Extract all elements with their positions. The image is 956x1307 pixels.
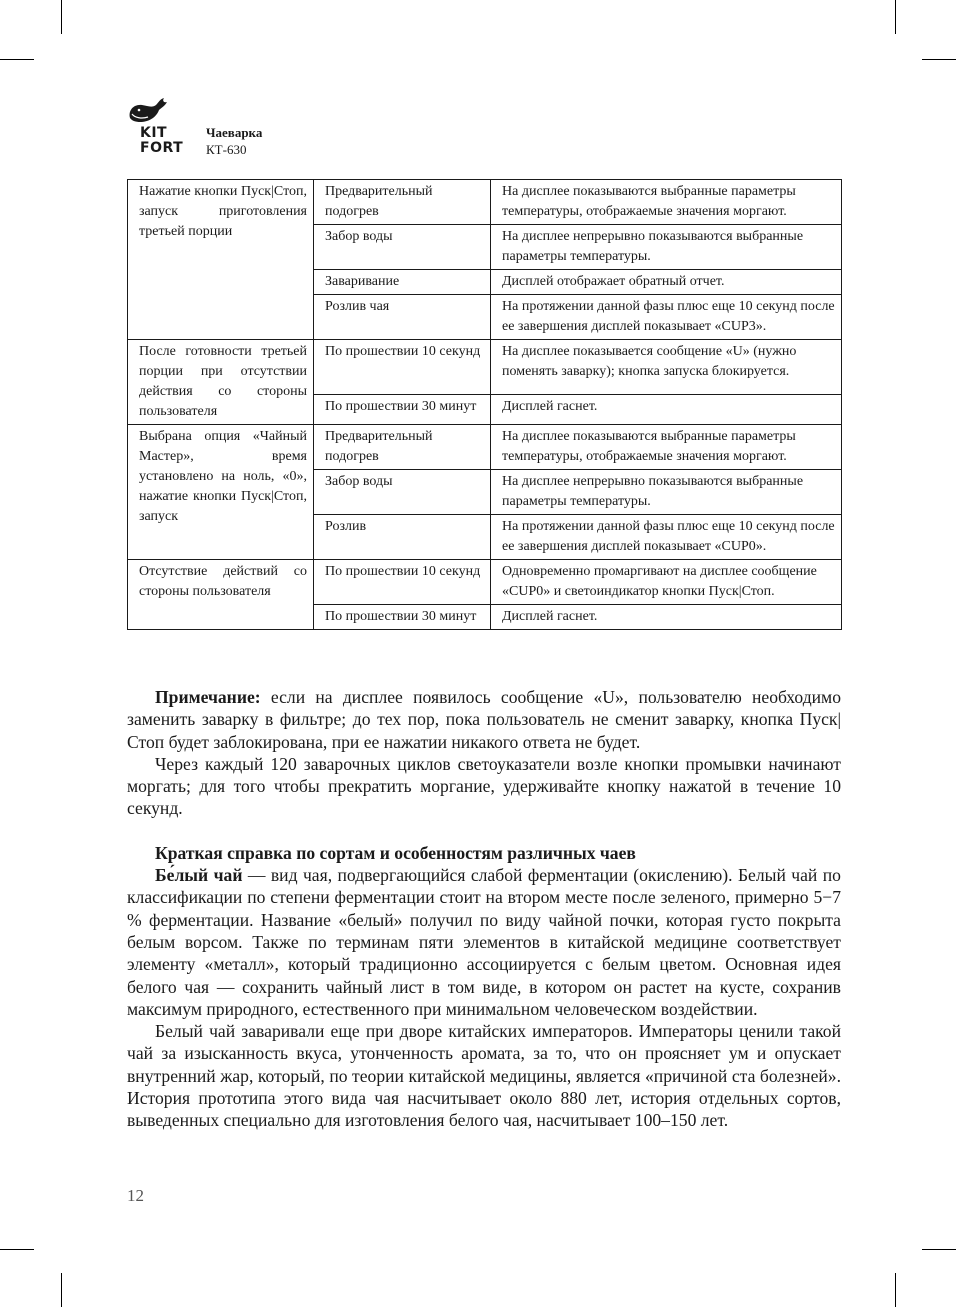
body-text (127, 686, 841, 1132)
brand-logo (126, 96, 206, 158)
phase-cell: Розлив чая (314, 295, 491, 340)
table-row (128, 560, 842, 605)
display-cell: На дисплее непрерывно показываются выбранные параметры температуры. (491, 470, 842, 515)
history-paragraph: Белый чай заваривали еще при дворе китайских императоров. Императоры ценили такой чай за изысканность вкуса, утонченность аромата, за то, что он проясняет ум и опускает внутренний жар, который, по теории китайской медицины, является «причиной ста болезней». История прототипа этого вида чая насчитывает около 880 лет, история отдельных сортов, выведенных специально для изготовления белого чая, насчитывает 100–150 лет. (127, 1021, 841, 1131)
phase-cell: Забор воды (314, 225, 491, 270)
table-row (128, 425, 842, 470)
display-cell: Одновременно промаргивают на дисплее сообщение «CUP0» и светоиндикатор кнопки Пуск|Стоп. (491, 560, 842, 605)
condition-cell: Выбрана опция «Чайный Мастер», время установлено на ноль, «0», нажатие кнопки Пуск|Стоп, запуск (128, 425, 314, 560)
display-cell: На дисплее показывается сообщение «U» (нужно поменять заварку); кнопка запуска блокируется. (491, 340, 842, 395)
display-cell: На дисплее непрерывно показываются выбранные параметры температуры. (491, 225, 842, 270)
note-paragraph (127, 686, 841, 753)
display-cell: На дисплее показываются выбранные параметры температуры, отображаемые значения моргают. (491, 180, 842, 225)
section-title: Краткая справка по сортам и особенностям различных чаев (155, 842, 636, 863)
crop-mark (895, 1273, 896, 1307)
blink-paragraph: Через каждый 120 заварочных циклов светоуказатели возле кнопки промывки начинают моргать; для того чтобы прекратить моргание, удерживайте кнопку нажатой в течение 10 секунд. (127, 753, 841, 819)
note-label: Примечание: (155, 687, 261, 707)
logo-word-kit: KIT (140, 125, 168, 141)
spacer (127, 820, 841, 842)
product-model: КТ-630 (206, 142, 247, 157)
crop-mark (0, 59, 34, 60)
condition-cell: После готовности третьей порции при отсутствии действия со стороны пользователя (128, 340, 314, 425)
white-tea-term: Бе́лый чай (155, 865, 243, 886)
product-header (206, 124, 262, 158)
crop-mark (922, 59, 956, 60)
display-cell: Дисплей отображает обратный отчет. (491, 270, 842, 295)
table-row (128, 340, 842, 395)
crop-mark (922, 1249, 956, 1250)
logo-word-fort: FORT (140, 140, 184, 156)
crop-mark (61, 0, 62, 34)
white-tea-text: — вид чая, подвергающийся слабой ферментации (окислению). Белый чай по классификации по степени ферментации стоит на втором месте после зеленого, примерно 5−7 % ферментации. Название «белый» получил по виду чайной почки, которая густо покрыта белым ворсом. Также по терминам пяти элементов в китайской медицине соответствует элементу «металл», который традиционно ассоциируется с белым цветом. Основная идея белого чая — сохранить чайный лист в том виде, в котором он растет на кусте, сохранив максимум природного, естественного при минимальном человеческом воздействии. (127, 865, 841, 1019)
display-cell: Дисплей гаснет. (491, 394, 842, 424)
display-cell: На протяжении данной фазы плюс еще 10 секунд после ее завершения дисплей показывает «CUP0». (491, 515, 842, 560)
phase-cell: Предварительный подогрев (314, 180, 491, 225)
table-row (128, 180, 842, 225)
phase-cell: По прошествии 30 минут (314, 605, 491, 630)
phase-cell: Розлив (314, 515, 491, 560)
phase-cell: По прошествии 30 минут (314, 394, 491, 424)
page-number: 12 (127, 1186, 144, 1205)
product-name: Чаеварка (206, 125, 263, 140)
phase-cell: Предварительный подогрев (314, 425, 491, 470)
crop-mark (0, 1249, 34, 1250)
display-cell: На дисплее показываются выбранные параметры температуры, отображаемые значения моргают. (491, 425, 842, 470)
phase-cell: По прошествии 10 секунд (314, 340, 491, 395)
display-cell: На протяжении данной фазы плюс еще 10 секунд после ее завершения дисплей показывает «CUP3». (491, 295, 842, 340)
white-tea-paragraph (127, 864, 841, 1020)
condition-cell: Отсутствие действий со стороны пользователя (128, 560, 314, 630)
phase-cell: Забор воды (314, 470, 491, 515)
mode-display-table (127, 179, 842, 630)
phase-cell: Заваривание (314, 270, 491, 295)
crop-mark (895, 0, 896, 34)
crop-mark (61, 1273, 62, 1307)
whale-icon (126, 96, 170, 126)
phase-cell: По прошествии 10 секунд (314, 560, 491, 605)
condition-cell: Нажатие кнопки Пуск|Стоп, запуск приготовления третьей порции (128, 180, 314, 340)
display-cell: Дисплей гаснет. (491, 605, 842, 630)
note-text: если на дисплее появилось сообщение «U», пользователю необходимо заменить заварку в фильтре; до тех пор, пока пользователь не сменит заварку, кнопка Пуск|Стоп будет заблокирована, при ее нажатии никакого ответа не будет. (127, 687, 841, 752)
